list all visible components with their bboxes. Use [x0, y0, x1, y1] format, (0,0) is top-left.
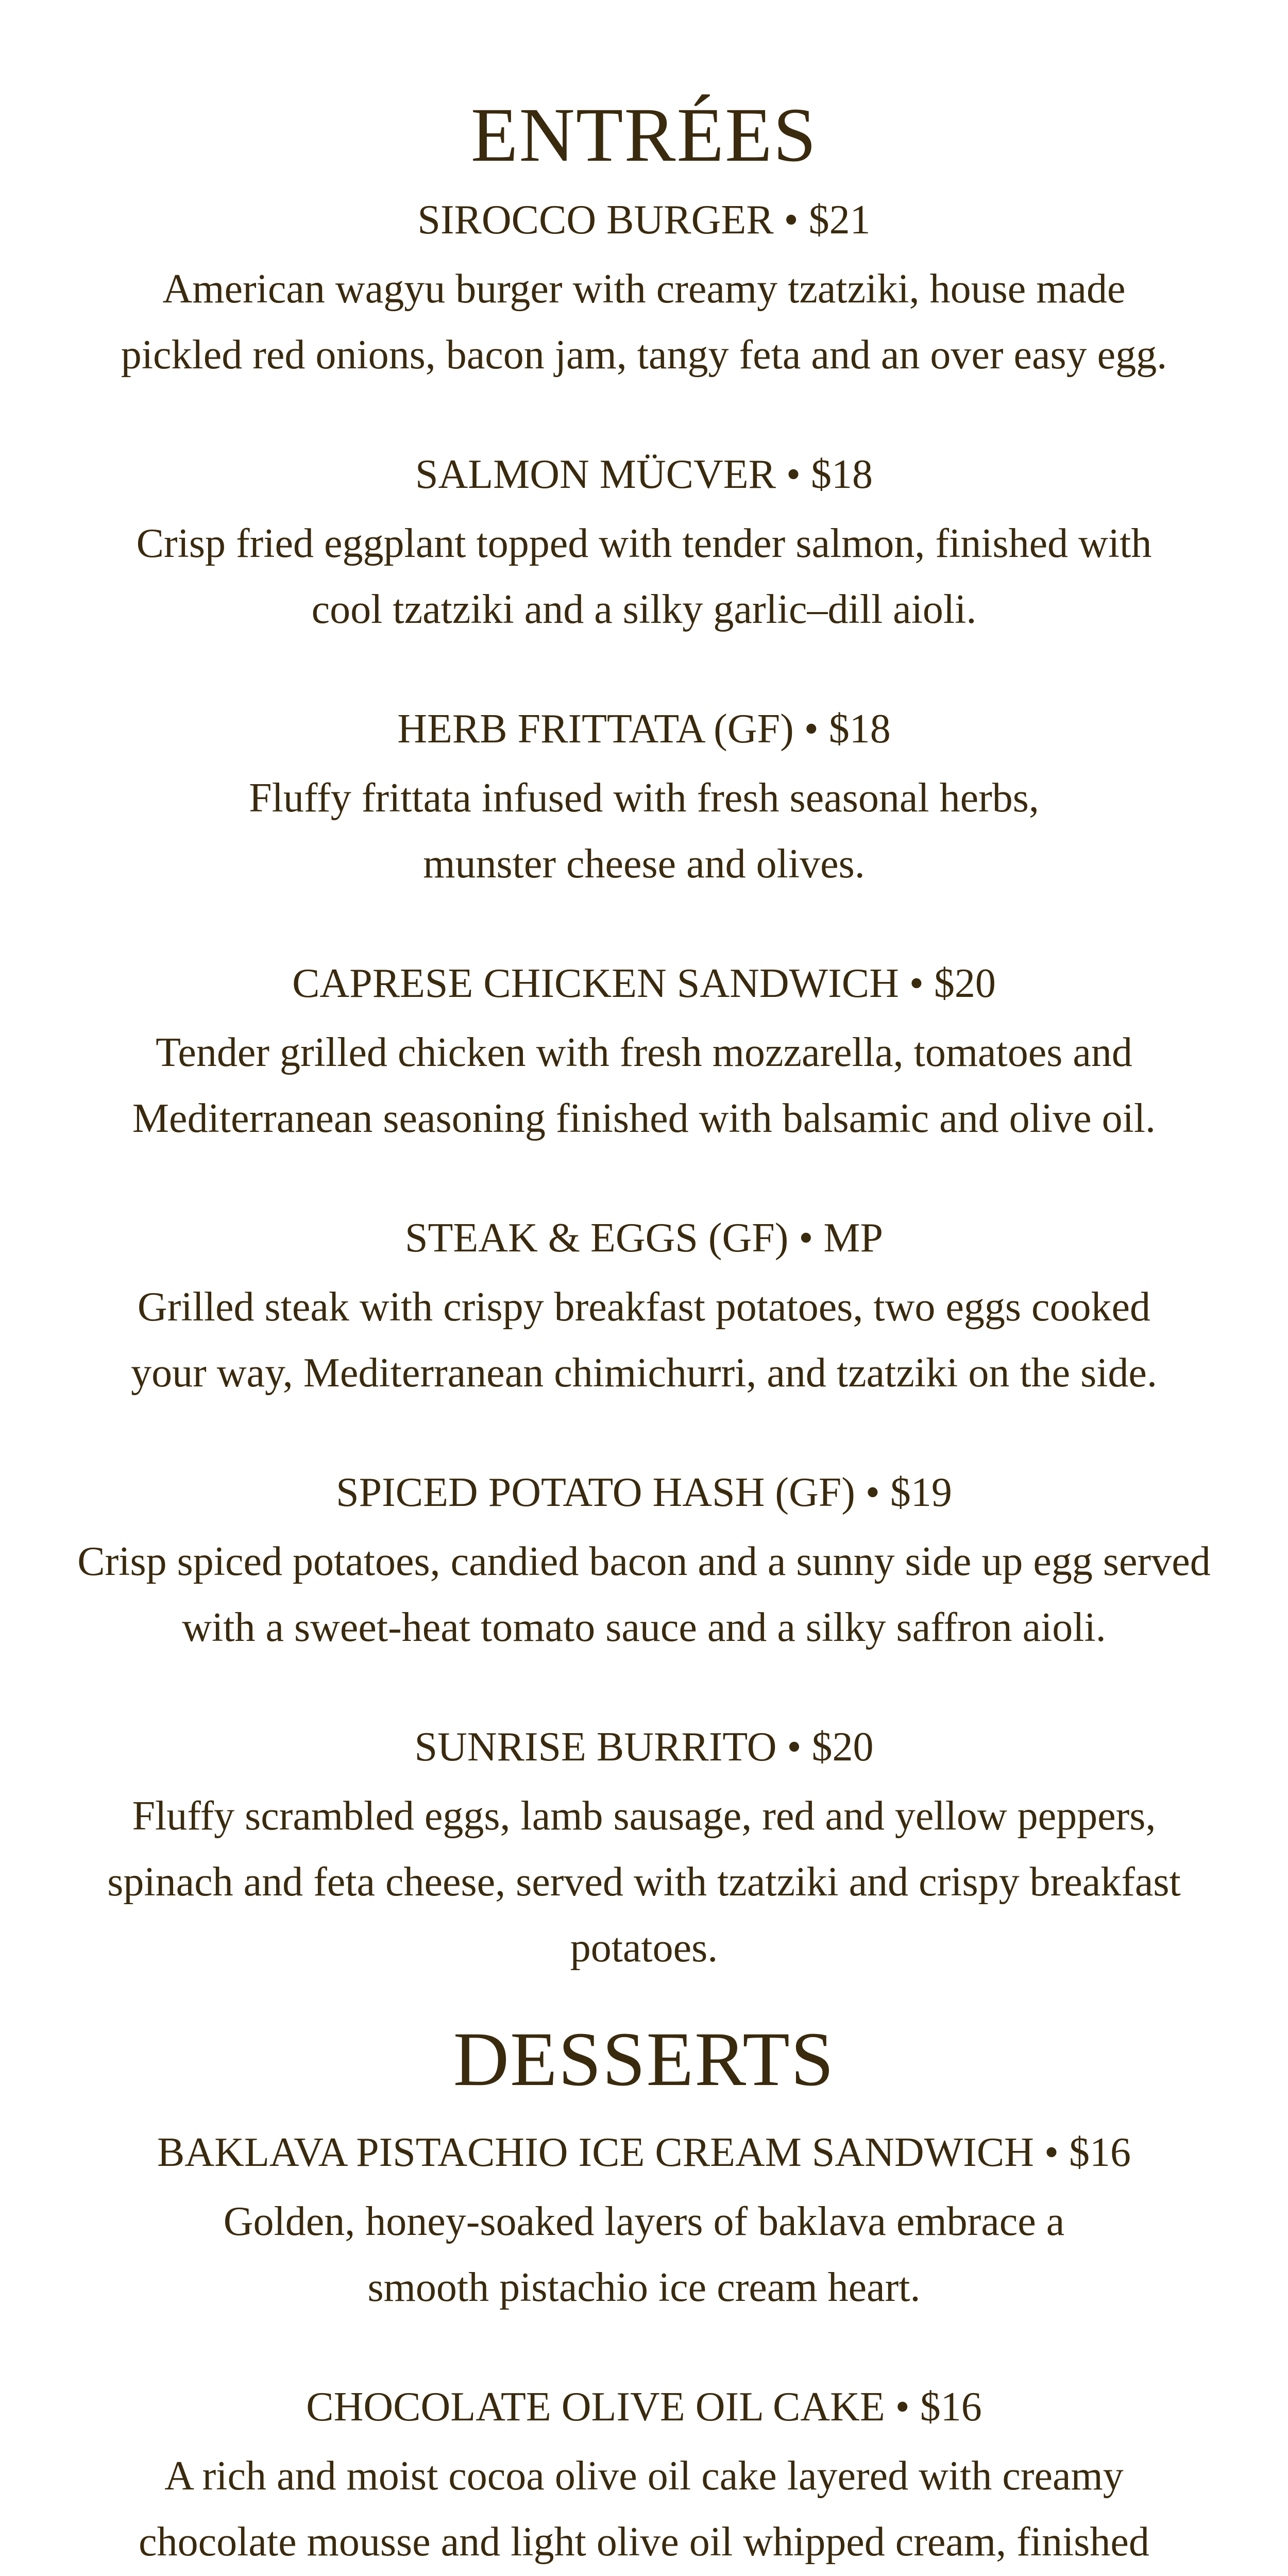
- menu-item: [180, 704, 1108, 897]
- item-name: CAPRESE CHICKEN SANDWICH • $20: [292, 961, 996, 1006]
- item-description: Fluffy frittata infused with fresh seasonal herbs, munster cheese and olives.: [249, 775, 1039, 887]
- menu-item: [98, 1722, 1190, 1981]
- menu-item: [98, 2382, 1190, 2576]
- item-description: Grilled steak with crispy breakfast potatoes, two eggs cooked your way, Mediterranean chimichurri, and tzatziki on the side.: [131, 1284, 1157, 1396]
- item-name: STEAK & EGGS (GF) • MP: [404, 1215, 884, 1261]
- item-description: American wagyu burger with creamy tzatziki, house made pickled red onions, bacon jam, tangy feta and an over easy egg.: [121, 266, 1167, 378]
- item-name: HERB FRITTATA (GF) • $18: [397, 706, 891, 752]
- item-name: SUNRISE BURRITO • $20: [414, 1724, 874, 1770]
- menu-item: [98, 959, 1190, 1151]
- menu-item: [98, 1213, 1190, 1406]
- item-description: Crisp spiced potatoes, candied bacon and a sunny side up egg served with a sweet-heat tomato sauce and a silky saffron aioli.: [77, 1539, 1211, 1650]
- item-name: CHOCOLATE OLIVE OIL CAKE • $16: [306, 2384, 982, 2430]
- desserts-section: [0, 2017, 1288, 2576]
- item-description: Fluffy scrambled eggs, lamb sausage, red and yellow peppers, spinach and feta cheese, served with tzatziki and crispy breakfast potatoes.: [107, 1793, 1181, 1971]
- section-title-desserts: DESSERTS: [453, 2016, 835, 2102]
- item-description: A rich and moist cocoa olive oil cake layered with creamy chocolate mousse and light olive oil whipped cream, finished: [139, 2453, 1149, 2565]
- entrees-section: [0, 93, 1288, 1981]
- item-description: Crisp fried eggplant topped with tender salmon, finished with cool tzatziki and a silky garlic–dill aioli.: [136, 521, 1152, 632]
- item-name: SPICED POTATO HASH (GF) • $19: [336, 1470, 952, 1515]
- item-description: Golden, honey-soaked layers of baklava embrace a smooth pistachio ice cream heart.: [223, 2199, 1065, 2310]
- menu-item: [98, 195, 1190, 388]
- item-name: SALMON MÜCVER • $18: [415, 452, 873, 497]
- item-name: SIROCCO BURGER • $21: [417, 197, 871, 243]
- menu-item: [67, 1468, 1221, 1660]
- item-name: BAKLAVA PISTACHIO ICE CREAM SANDWICH • $16: [157, 2130, 1131, 2175]
- menu-item: [77, 2128, 1211, 2320]
- item-description: Tender grilled chicken with fresh mozzarella, tomatoes and Mediterranean seasoning finished with balsamic and olive oil.: [132, 1030, 1156, 1141]
- menu-item: [98, 450, 1190, 642]
- section-title-entrees: ENTRÉES: [470, 92, 818, 178]
